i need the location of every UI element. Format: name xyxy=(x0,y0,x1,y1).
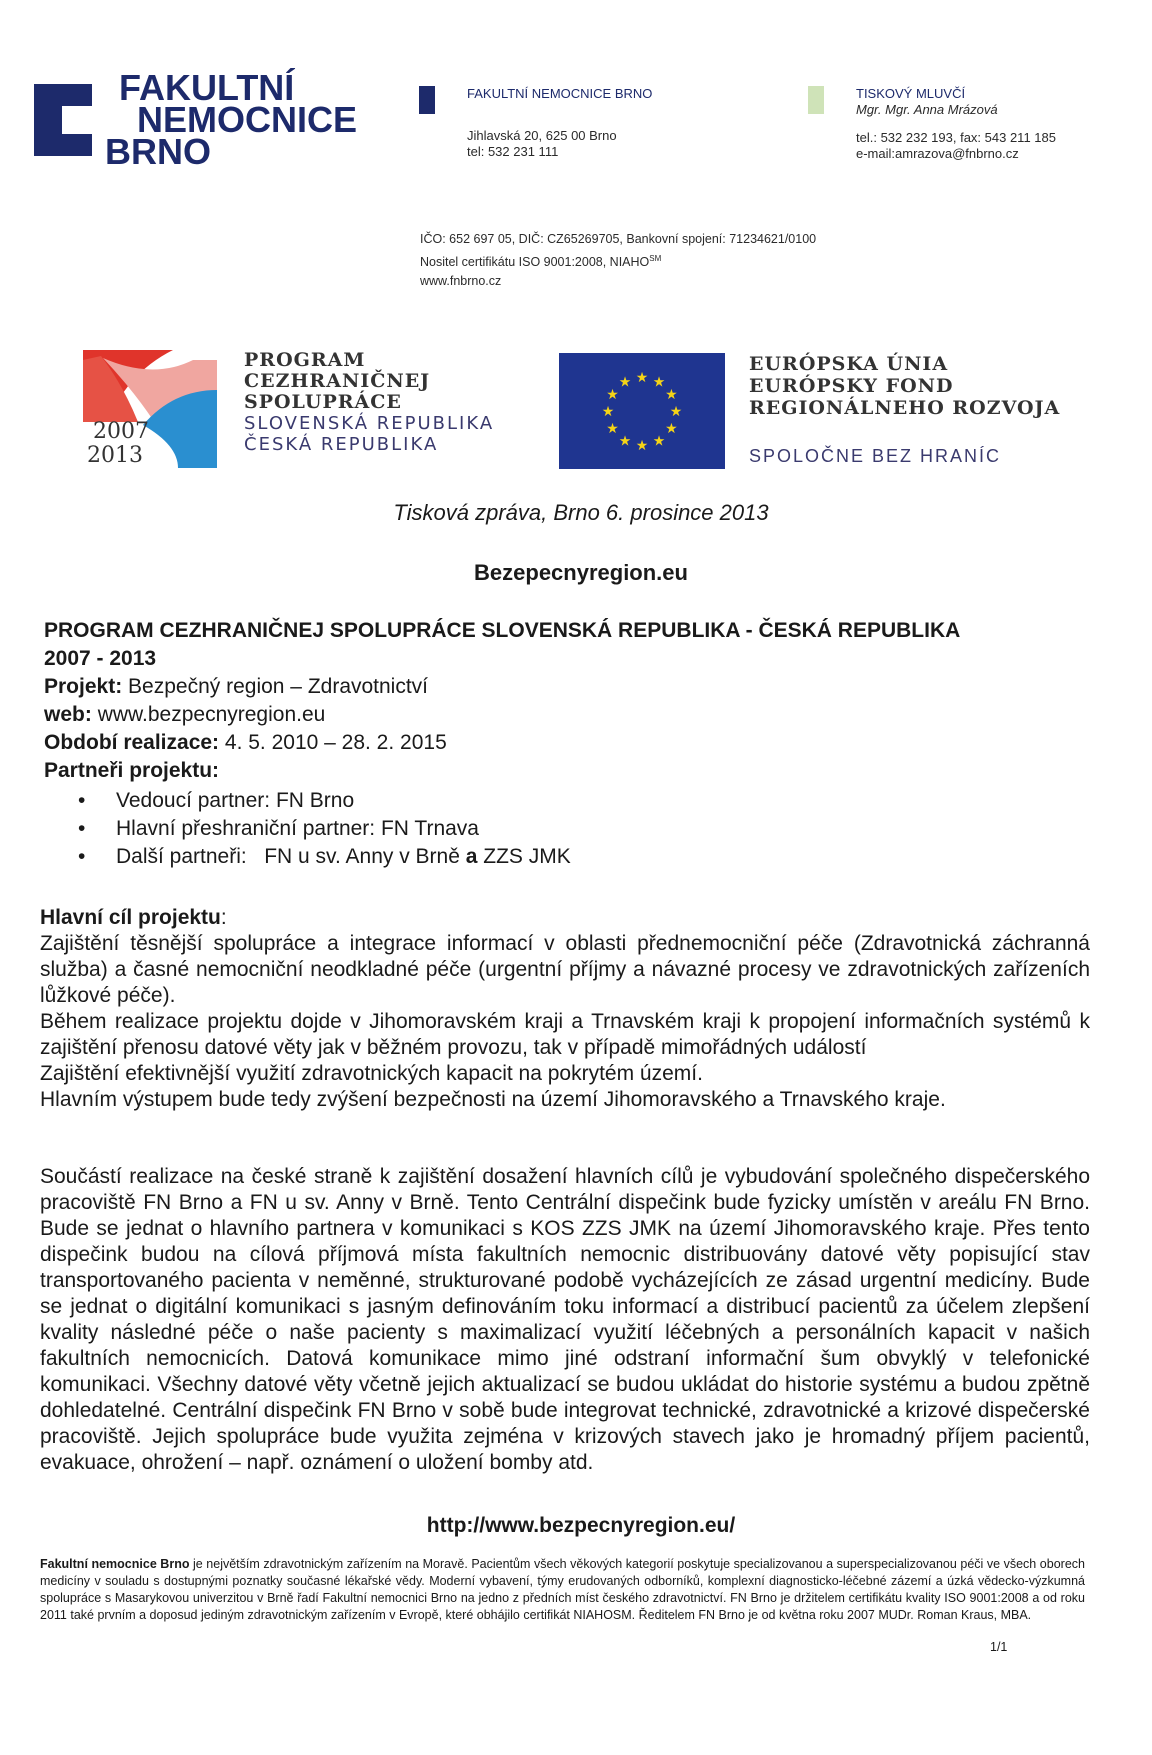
ico-line: IČO: 652 697 05, DIČ: CZ65269705, Bankovní spojení: 71234621/0100 xyxy=(420,232,817,246)
company-ids xyxy=(420,230,816,291)
body-paragraph: Součástí realizace na české straně k zajištění dosažení hlavních cílů je vybudování společného dispečerského pracoviště FN Brno a FN u sv. Anny v Brně. Tento Centrální dispečink bude fyzicky umístěn v areálu FN Brno. Bude se jednat o hlavního partnera v komunikaci s KOS ZZS JMK na území Jihomoravského kraje. Přes tento dispečink budou na cílová příjmová místa fakultních nemocnic distribuovány datové věty popisující stav transportovaného pacienta v neměnné, strukturované podobě vycházejících ze zásad urgentní medicíny. Bude se jednat o digitální komunikaci s jasným definováním toku informací a distribucí pacientů za účelem zlepšení kvality následné péče o naše pacienty s maximalizací využití léčebných a personálních kapacit v našich fakultních nemocnicích. Datová komunikace mimo jiné odstraní informační šum obvyklý v telefonické komunikaci. Všechny datové věty včetně jejich aktualizací se budou ukládat do historie systému a budou zpětně dohledatelné. Centrální dispečink FN Brno v sobě bude integrovat technické, zdravotnické a krizové dispečerské pracoviště. Jejich spolupráce bude využita zejména v krizových stavech jako je hromadný příjem pacientů, evakuace, ohrožení – např. oznámení o uložení bomby atd. xyxy=(40,1165,1090,1474)
program-name: PROGRAM CEZHRANIČNEJ SPOLUPRÁCE SLOVENSKÁ REPUBLIKA - ČESKÁ REPUBLIKA xyxy=(44,619,961,642)
cert-line: Nositel certifikátu ISO 9001:2008, NIAHO℠ xyxy=(420,254,662,270)
eu-star-icon: ★ xyxy=(669,403,683,419)
spokes-phones: tel.: 532 232 193, fax: 543 211 185 xyxy=(856,130,1056,145)
spokes-title: TISKOVÝ MLUVČÍ xyxy=(856,86,966,101)
header-marker-dark xyxy=(419,86,435,114)
eu-logo-text xyxy=(749,353,1060,419)
goal-p1: Zajištění těsnější spolupráce a integrace informací v oblasti přednemocniční péče (Zdravotnická záchranná služba) a časné nemocniční neodkladné péče (urgentní příjmy a návazné procesy ve zdravotnických zařízeních lůžkové péče). xyxy=(40,932,1090,1007)
fn-brno-logo-mark xyxy=(34,84,92,156)
eu-star-icon: ★ xyxy=(652,432,666,449)
project-info xyxy=(44,617,1124,871)
web-row: web: www.bezpecnyregion.eu xyxy=(44,703,326,726)
eu-star-icon: ★ xyxy=(635,437,649,453)
org-address: Jihlavská 20, 625 00 Brno xyxy=(467,128,617,143)
eu-slogan: SPOLOČNE BEZ HRANÍC xyxy=(749,446,1002,466)
press-title: Bezepecnyregion.eu xyxy=(474,560,688,585)
spokes-email[interactable]: e-mail:amrazova@fnbrno.cz xyxy=(856,146,1019,161)
eu-star-icon: ★ xyxy=(665,420,678,436)
org-contact-block xyxy=(467,86,652,160)
eu-star-icon: ★ xyxy=(601,403,615,419)
program-line-4: SLOVENSKÁ REPUBLIKA xyxy=(244,413,495,434)
project-goal xyxy=(40,905,1090,1113)
program-line-5: ČESKÁ REPUBLIKA xyxy=(244,434,439,455)
period-row: Období realizace: 4. 5. 2010 – 28. 2. 2015 xyxy=(44,731,447,754)
footer-note: Fakultní nemocnice Brno je největším zdravotnickým zařízením na Moravě. Pacientům všech věkových kategorií poskytuje specializovanou a superspecializovanou péči ve všech oborech medicíny v souladu s dostupnými poznatky současné lékařské vědy. Moderní vybavení, týmy erudovaných odborníků, komplexní diagnosticko-léčebné zázemí a úzká vědecko-výzkumná spolupráce s Masarykovou univerzitou v Brně řadí Fakultní nemocnici Brno na jedno z předních míst českého zdravotnictví. FN Brno je držitelem certifikátu kvality ISO 9001:2008 a od roku 2011 také prvním a doposud jediným zdravotnickým zařízením v Evropě, které obhájilo certifikát NIAHOSM. Ředitelem FN Brno je od května roku 2007 MUDr. Roman Kraus, MBA. xyxy=(40,1557,1085,1622)
eu-line-1: EURÓPSKA ÚNIA xyxy=(749,353,949,375)
eu-star-icon: ★ xyxy=(635,369,649,385)
eu-star-icon: ★ xyxy=(606,420,619,436)
program-years: 2007 - 2013 xyxy=(44,647,157,670)
eu-flag-icon xyxy=(559,353,725,469)
fn-brno-logo-text xyxy=(105,67,358,172)
eu-star-icon: ★ xyxy=(618,373,632,390)
program-year-top: 2007 xyxy=(93,419,149,444)
list-item: • Vedoucí partner: FN Brno xyxy=(116,787,1124,815)
logo-line-2: NEMOCNICE xyxy=(137,99,358,140)
eu-line-3: REGIONÁLNEHO ROZVOJA xyxy=(749,397,1061,419)
partners-list xyxy=(44,787,1124,871)
partners-label: Partneři projektu: xyxy=(44,759,220,782)
eu-star-icon: ★ xyxy=(665,386,678,402)
goal-p2: Během realizace projektu dojde v Jihomoravském kraji a Trnavském kraji k propojení informačních systémů k zajištění přenosu datové věty jak v běžném provozu, tak v případě mimořádných událostí xyxy=(40,1010,1090,1059)
project-web-link[interactable]: www.bezpecnyregion.eu xyxy=(97,703,326,726)
page-number: 1/1 xyxy=(990,1640,1008,1654)
eu-line-2: EURÓPSKY FOND xyxy=(749,375,954,397)
org-tel: tel: 532 231 111 xyxy=(467,144,559,159)
eu-star-icon: ★ xyxy=(606,386,619,402)
program-line-1: PROGRAM xyxy=(244,349,366,371)
program-line-2: CEZHRANIČNEJ xyxy=(244,370,431,392)
list-item: • Hlavní přeshraniční partner: FN Trnava xyxy=(116,815,1124,843)
spokesperson-block xyxy=(856,86,1056,162)
org-title: FAKULTNÍ NEMOCNICE BRNO xyxy=(467,86,653,101)
program-line-3: SPOLUPRÁCE xyxy=(244,391,402,413)
eu-star-icon: ★ xyxy=(652,373,666,390)
spokes-name: Mgr. Mgr. Anna Mrázová xyxy=(856,102,998,117)
org-web[interactable]: www.fnbrno.cz xyxy=(420,274,502,289)
goal-p3: Zajištění efektivnější využití zdravotnických kapacit na pokrytém území. xyxy=(40,1062,703,1085)
program-logo-text xyxy=(244,350,494,455)
press-dateline: Tisková zpráva, Brno 6. prosince 2013 xyxy=(393,500,769,525)
eu-star-icon: ★ xyxy=(618,432,632,449)
program-year-bottom: 2013 xyxy=(87,443,143,468)
project-link[interactable]: http://www.bezpecnyregion.eu/ xyxy=(426,1514,736,1537)
header-marker-green xyxy=(808,86,824,114)
program-2007-2013-logo xyxy=(83,350,217,468)
goal-p4: Hlavním výstupem bude tedy zvýšení bezpečnosti na území Jihomoravského a Trnavského kraje. xyxy=(40,1088,946,1111)
logo-line-3: BRNO xyxy=(105,131,211,172)
goal-heading: Hlavní cíl projektu: xyxy=(40,906,227,929)
project-row: Projekt: Bezpečný region – Zdravotnictví xyxy=(44,675,429,698)
list-item: • Další partneři: FN u sv. Anny v Brně a ZZS JMK xyxy=(116,843,1124,871)
logo-line-1: FAKULTNÍ xyxy=(119,67,295,108)
